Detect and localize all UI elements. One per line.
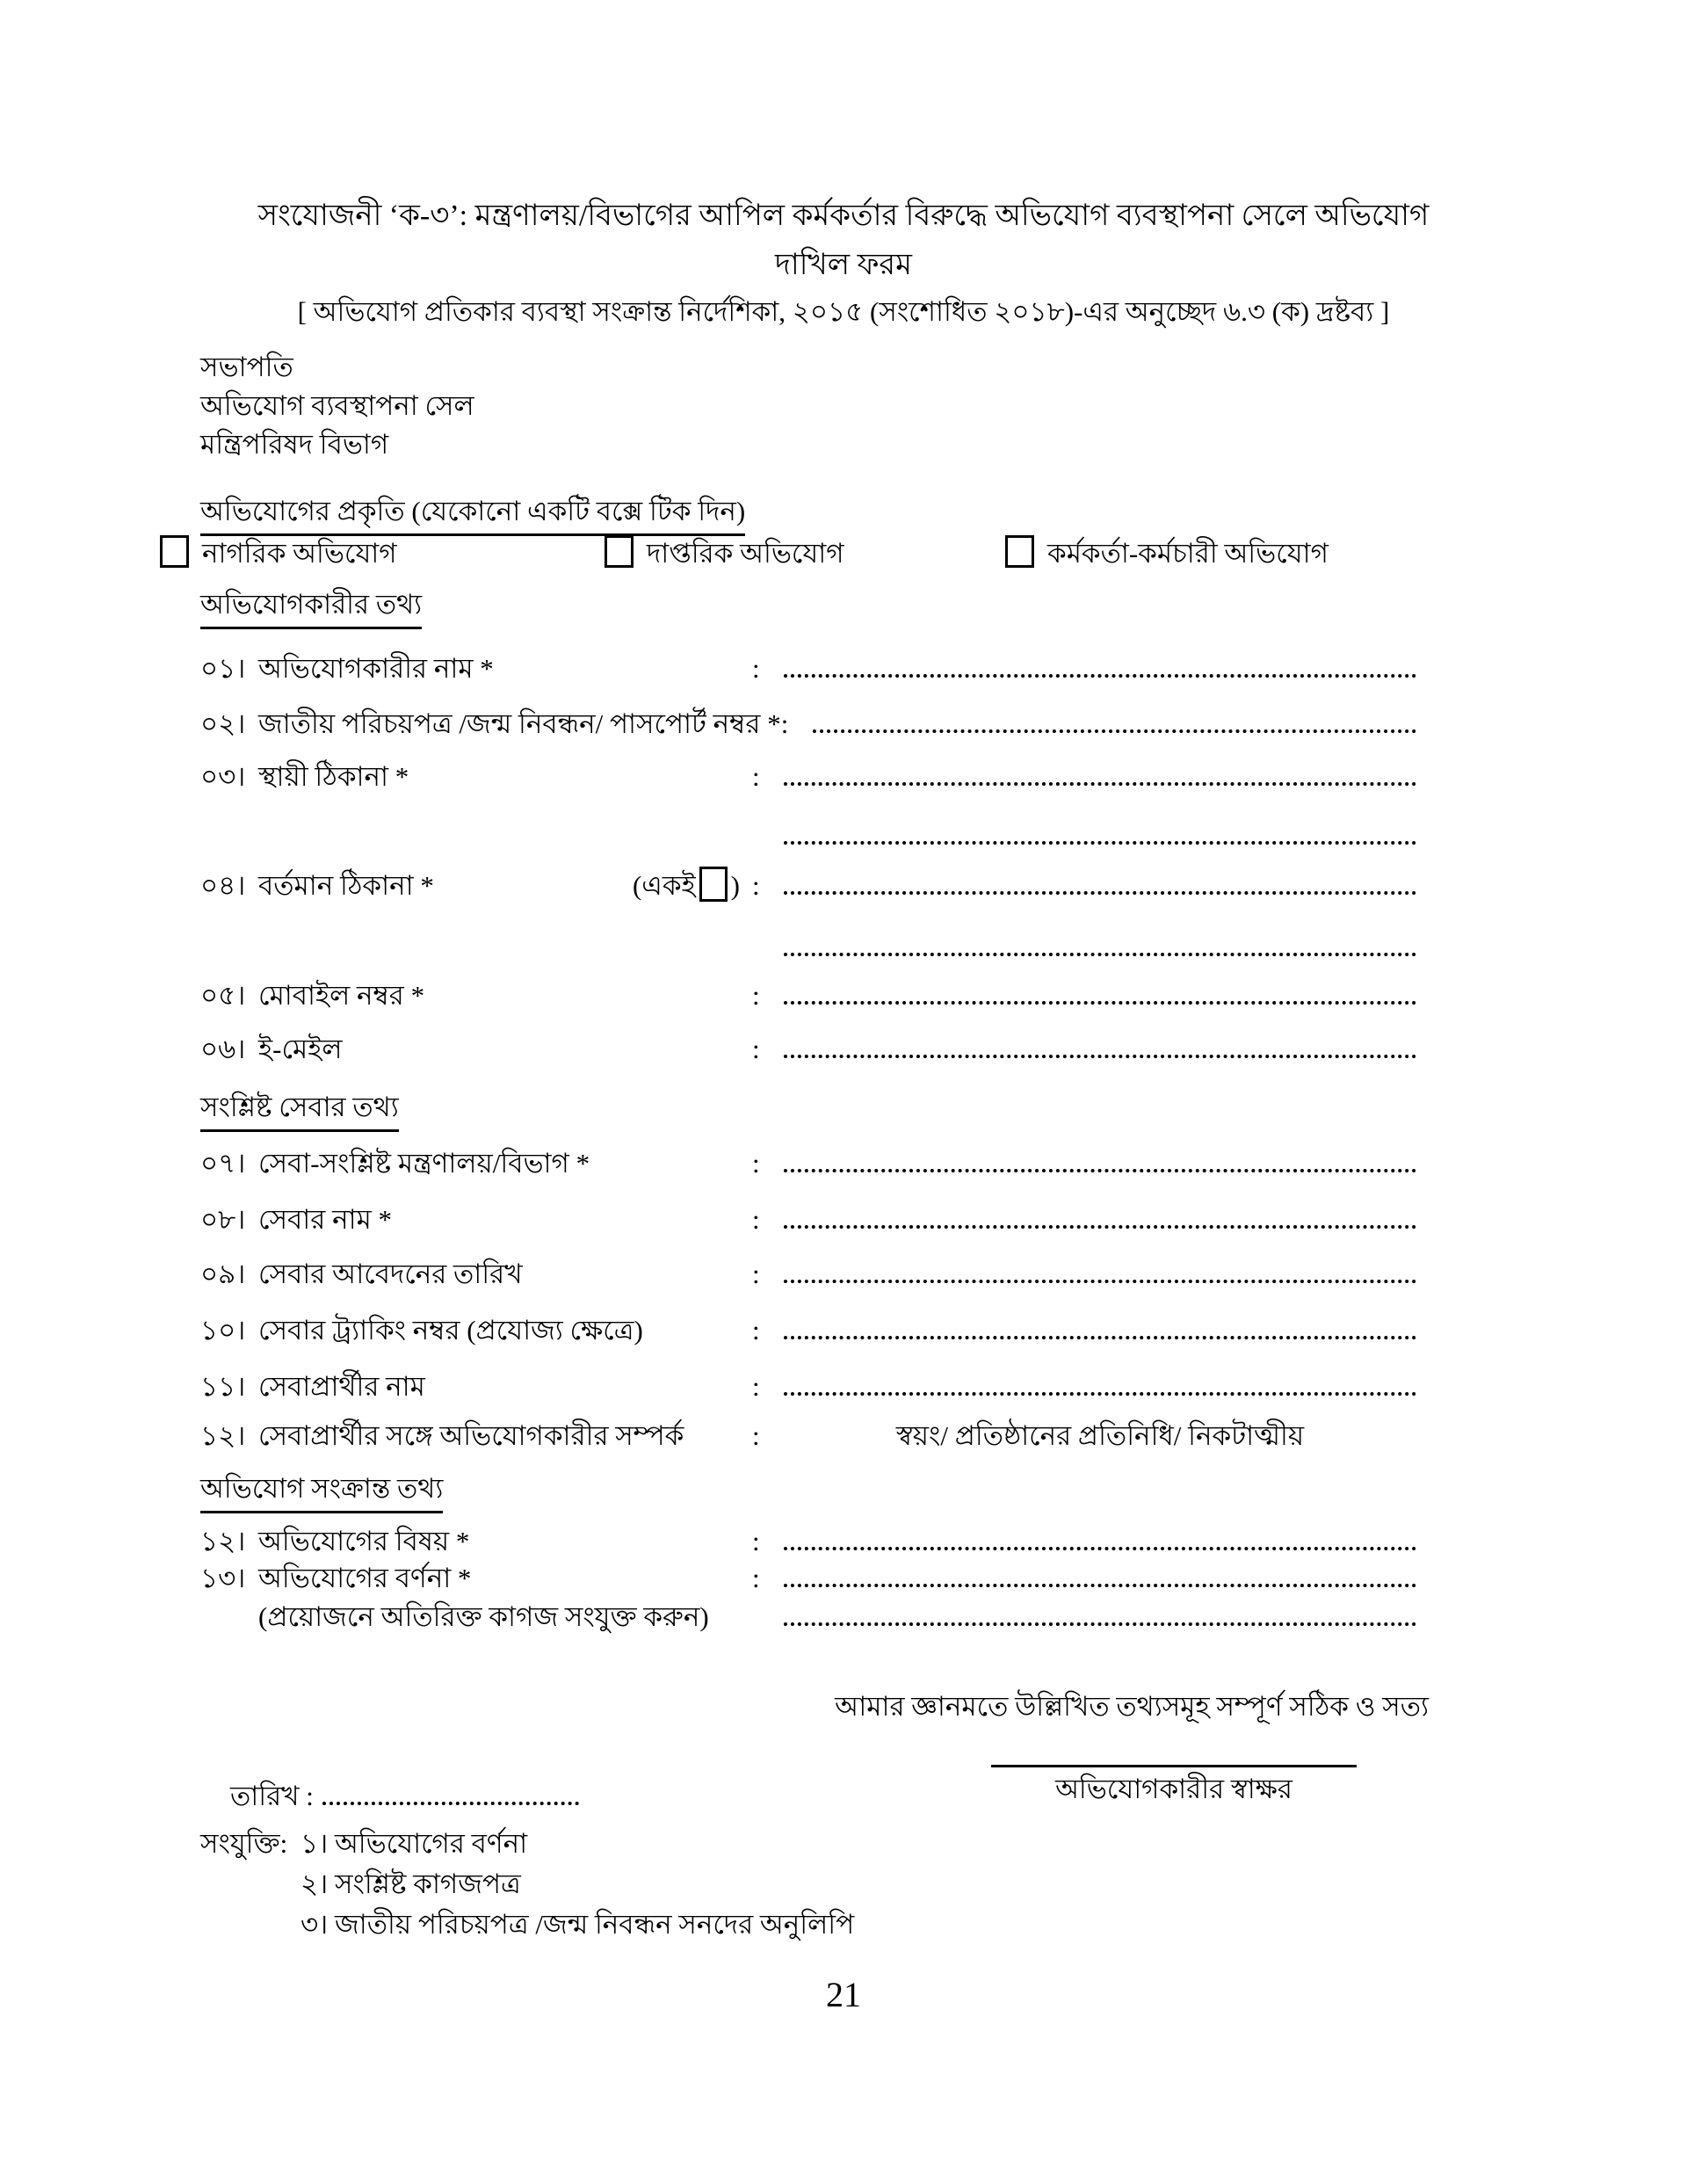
fill-in-line-permanent-address-2[interactable] xyxy=(784,811,1416,845)
same-as-note: (একই ) xyxy=(633,867,740,905)
fill-in-line-application-date[interactable] xyxy=(784,1250,1416,1283)
form-row-01-name xyxy=(200,644,1416,688)
form-row-13-attach-note xyxy=(200,1593,1416,1636)
row-label: মোবাইল নম্বর * xyxy=(258,980,425,1011)
form-row-09-application-date xyxy=(200,1250,1416,1294)
form-title-line1: সংযোজনী ‘ক-৩’: মন্ত্রণালয়/বিভাগের আপিল কর্মকর্তার বিরুদ্ধে অভিযোগ ব্যবস্থাপনা সেলে অভিযোগ xyxy=(257,200,1430,232)
row-number: ১২। xyxy=(200,1526,246,1556)
citizen-complaint-label: নাগরিক অভিযোগ xyxy=(202,538,397,569)
official-complaint-checkbox[interactable] xyxy=(605,535,634,568)
colon-separator: : xyxy=(752,1526,760,1556)
fill-in-line-name[interactable] xyxy=(784,644,1416,678)
service-heading-wrap xyxy=(200,1088,399,1132)
date-label: তারিখ : xyxy=(230,1781,314,1811)
row-label: সেবার আবেদনের তারিখ xyxy=(258,1259,523,1289)
fill-in-line-email[interactable] xyxy=(784,1025,1416,1058)
relationship-options-text: স্বয়ং/ প্রতিষ্ঠানের প্রতিনিধি/ নিকটাত্মীয় xyxy=(895,1420,1305,1451)
signature-line xyxy=(991,1765,1357,1767)
nature-option-staff xyxy=(1005,534,1329,573)
form-row-04-continuation xyxy=(200,923,1416,956)
date-fill-in-line[interactable] xyxy=(322,1772,579,1805)
form-row-08-service-name xyxy=(200,1195,1416,1239)
colon-separator: : xyxy=(752,980,760,1011)
form-row-05-mobile xyxy=(200,971,1416,1015)
fill-in-line-mobile[interactable] xyxy=(784,971,1416,1005)
row-label: ই-মেইল xyxy=(258,1034,343,1064)
section-heading-service-info: সংশ্লিষ্ট সেবার তথ্য xyxy=(200,1088,399,1132)
colon-separator: : xyxy=(752,1148,760,1179)
row-label: সেবার নাম * xyxy=(258,1204,393,1235)
section-heading-complainant-info: অভিযোগকারীর তথ্য xyxy=(200,585,422,629)
colon-separator: : xyxy=(752,1034,760,1064)
colon-separator: : xyxy=(752,761,760,792)
row-number: ১৩। xyxy=(200,1563,246,1593)
fill-in-line-ministry[interactable] xyxy=(784,1139,1416,1172)
form-row-12-relationship xyxy=(200,1417,1416,1455)
nature-option-official xyxy=(605,534,844,573)
row-label: সেবাপ্রার্থীর সঙ্গে অভিযোগকারীর সম্পর্ক xyxy=(258,1420,684,1451)
signature-label: অভিযোগকারীর স্বাক্ষর xyxy=(1055,1774,1292,1804)
attachment-item-3: ৩। জাতীয় পরিচয়পত্র /জন্ম নিবন্ধন সনদের অনুলিপি xyxy=(300,1909,855,1940)
colon-separator: : xyxy=(752,653,760,684)
row-number: ০৪। xyxy=(200,870,246,901)
fill-in-line-complaint-description-2[interactable] xyxy=(784,1593,1416,1626)
fill-in-line-service-name[interactable] xyxy=(784,1195,1416,1229)
nature-option-citizen xyxy=(160,534,397,573)
fill-in-line-complaint-subject[interactable] xyxy=(784,1517,1416,1550)
row-number: ১০। xyxy=(200,1315,246,1346)
attach-extra-paper-note: (প্রয়োজনে অতিরিক্ত কাগজ সংযুক্ত করুন) xyxy=(258,1601,709,1632)
colon-separator: : xyxy=(752,1371,760,1402)
addressee-cell: অভিযোগ ব্যবস্থাপনা সেল xyxy=(200,390,474,421)
row-number: ০৯। xyxy=(200,1259,246,1289)
colon-separator: : xyxy=(780,708,789,739)
form-row-03-continuation xyxy=(200,811,1416,845)
row-label: অভিযোগের বিষয় * xyxy=(258,1526,470,1556)
section-heading-complaint-info: অভিযোগ সংক্রান্ত তথ্য xyxy=(200,1469,443,1513)
form-row-02-nid xyxy=(200,700,1416,744)
form-row-07-ministry xyxy=(200,1139,1416,1183)
declaration-text: আমার জ্ঞানমতে উল্লিখিত তথ্যসমূহ সম্পূর্ণ সঠিক ও সত্য xyxy=(835,1691,1429,1722)
row-number: ১২। xyxy=(200,1420,246,1451)
attachment-item-1: ১। অভিযোগের বর্ণনা xyxy=(300,1828,528,1859)
attachment-item-2: ২। সংশ্লিষ্ট কাগজপত্র xyxy=(300,1868,521,1899)
row-number: ০৬। xyxy=(200,1034,246,1064)
colon-separator: : xyxy=(752,1204,760,1235)
complaint-heading-wrap xyxy=(200,1469,443,1513)
staff-complaint-checkbox[interactable] xyxy=(1005,535,1034,568)
form-row-06-email xyxy=(200,1025,1416,1069)
complaint-nature-heading: অভিযোগের প্রকৃতি (যেকোনো একটি বক্সে টিক দিন) xyxy=(200,492,745,536)
colon-separator: : xyxy=(752,870,760,901)
form-title-line2: দাখিল ফরম xyxy=(774,249,913,281)
row-label: জাতীয় পরিচয়পত্র /জন্ম নিবন্ধন/ পাসপোর্ট নম্বর * xyxy=(258,708,781,739)
fill-in-line-service-seeker-name[interactable] xyxy=(784,1362,1416,1396)
form-row-11-service-seeker-name xyxy=(200,1362,1416,1406)
fill-in-line-nid[interactable] xyxy=(813,700,1416,733)
row-label: সেবা-সংশ্লিষ্ট মন্ত্রণালয়/বিভাগ * xyxy=(258,1148,590,1179)
row-label: স্থায়ী ঠিকানা * xyxy=(258,761,409,792)
row-label: সেবার ট্র্যাকিং নম্বর (প্রযোজ্য ক্ষেত্রে) xyxy=(258,1315,643,1346)
staff-complaint-label: কর্মকর্তা-কর্মচারী অভিযোগ xyxy=(1047,538,1329,569)
fill-in-line-present-address[interactable] xyxy=(784,861,1416,895)
row-label: অভিযোগকারীর নাম * xyxy=(258,653,494,684)
guideline-reference: [ অভিযোগ প্রতিকার ব্যবস্থা সংক্রান্ত নির্দেশিকা, ২০১৫ (সংশোধিত ২০১৮)-এর অনুচ্ছেদ ৬.৩ (ক) দ্রষ্টব্য ] xyxy=(297,296,1390,327)
same-as-permanent-checkbox[interactable] xyxy=(699,867,728,902)
fill-in-line-tracking-number[interactable] xyxy=(784,1306,1416,1339)
colon-separator: : xyxy=(752,1259,760,1289)
citizen-complaint-checkbox[interactable] xyxy=(160,535,189,568)
row-number: ০৫। xyxy=(200,980,246,1011)
fill-in-line-complaint-description[interactable] xyxy=(784,1554,1416,1587)
addressee-chairman: সভাপতি xyxy=(200,352,293,382)
row-label: বর্তমান ঠিকানা * xyxy=(258,870,434,901)
addressee-division: মন্ত্রিপরিষদ বিভাগ xyxy=(200,429,389,460)
form-row-10-tracking-number xyxy=(200,1306,1416,1350)
fill-in-line-permanent-address[interactable] xyxy=(784,752,1416,786)
row-number: ০৩। xyxy=(200,761,246,792)
form-row-03-permanent-address xyxy=(200,752,1416,796)
complainant-heading-wrap xyxy=(200,585,422,629)
row-number: ০২। xyxy=(200,708,246,739)
nature-heading-wrap xyxy=(200,492,745,536)
colon-separator: : xyxy=(752,1420,760,1451)
fill-in-line-present-address-2[interactable] xyxy=(784,923,1416,956)
row-number: ০৭। xyxy=(200,1148,246,1179)
row-number: ০৮। xyxy=(200,1204,246,1235)
attachments-heading: সংযুক্তি: xyxy=(200,1828,288,1859)
official-complaint-label: দাপ্তরিক অভিযোগ xyxy=(647,538,844,569)
colon-separator: : xyxy=(752,1315,760,1346)
page-number: 21 xyxy=(826,1975,861,2014)
row-label: অভিযোগের বর্ণনা * xyxy=(258,1563,472,1593)
row-number: ১১। xyxy=(200,1371,246,1402)
date-row xyxy=(230,1772,579,1816)
colon-separator: : xyxy=(752,1563,760,1593)
row-label: সেবাপ্রার্থীর নাম xyxy=(258,1371,425,1402)
row-number: ০১। xyxy=(200,653,246,684)
form-row-04-present-address xyxy=(200,861,1416,905)
form-row-13-description xyxy=(200,1554,1416,1598)
